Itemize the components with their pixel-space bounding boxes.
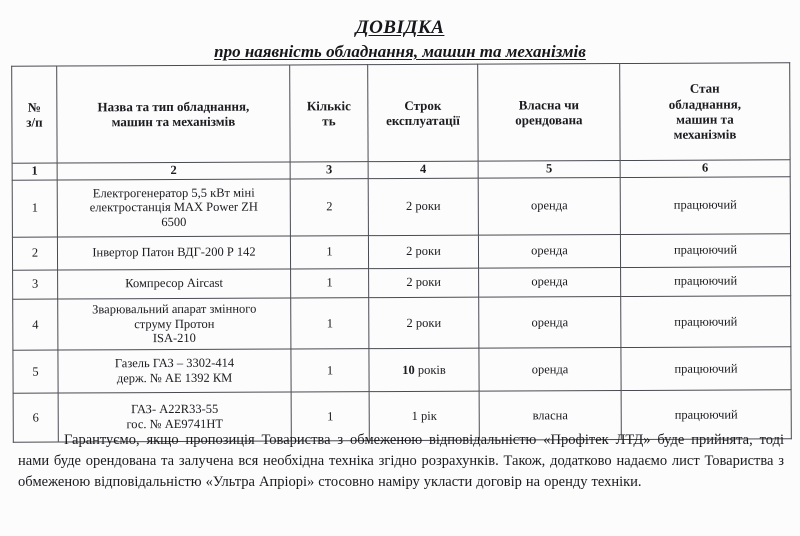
cell-state: працюючий	[621, 267, 791, 297]
name-line: ISA-210	[152, 331, 196, 346]
name-line: електростанція MAX Power ZH	[89, 199, 258, 215]
cell-ownership: оренда	[479, 296, 621, 348]
equipment-table	[11, 62, 792, 442]
table-row	[12, 234, 790, 270]
cell-term	[369, 348, 479, 391]
name-line: гос. № АЕ9741НТ	[126, 416, 224, 432]
name-line: Інвертор Патон ВДГ-200 Р 142	[92, 245, 256, 260]
column-number: 3	[290, 162, 368, 179]
cell-state: працюючий	[621, 390, 791, 440]
header-line: Кількіс	[306, 97, 351, 114]
cell-state: працюючий	[621, 296, 791, 348]
cell-term: 2 роки	[369, 268, 479, 297]
header-cell-term	[368, 64, 478, 161]
cell-state: працюючий	[620, 234, 790, 268]
name-line: струму Протон	[134, 316, 215, 331]
title-block	[0, 0, 800, 62]
cell-row-number: 2	[12, 237, 57, 270]
header-line: №	[27, 99, 41, 115]
cell-ownership: оренда	[479, 348, 621, 392]
cell-state: працюючий	[620, 177, 790, 235]
table-row	[12, 177, 790, 237]
closing-paragraph: Гарантуємо, якщо пропозиція Товариства з обмеженою відповідальністю «Профітек ЛТД» буде прийнята, тоді нами буде орендована та залучена вся необхідна техніка згідно розрахунків. Також, додатково надаємо лист Товариства з обмеженою відповідальністю «Ультра Апріорі» стосовно наміру укласти договір на оренду техніки.	[18, 432, 784, 491]
name-line: 6500	[161, 215, 187, 230]
header-cell-quantity	[290, 65, 368, 162]
cell-equipment-name	[58, 269, 291, 299]
cell-quantity: 1	[291, 268, 369, 297]
header-line: машин та механізмів	[111, 113, 236, 130]
table-body	[12, 177, 791, 443]
cell-quantity: 1	[290, 235, 368, 268]
name-line: Електрогенератор 5,5 кВт міні	[92, 185, 255, 200]
column-number: 2	[57, 162, 290, 180]
cell-state: працюючий	[621, 347, 791, 391]
term-bold-part: 10	[402, 362, 415, 377]
cell-quantity: 2	[290, 178, 368, 235]
header-line: Назва та тип обладнання,	[97, 98, 250, 114]
cell-row-number: 3	[13, 270, 58, 299]
cell-quantity: 1	[291, 349, 369, 392]
header-line: Строк	[404, 97, 442, 113]
table-row	[13, 347, 791, 393]
table-row	[13, 267, 791, 299]
name-line: Компресор Aircast	[125, 276, 224, 291]
header-line: Стан	[689, 80, 720, 97]
term-rest-part: років	[414, 362, 446, 377]
header-row	[12, 63, 790, 163]
page-title: ДОВІДКА	[355, 17, 445, 38]
name-line: ГАЗ- A22R33-55	[131, 402, 219, 417]
column-number: 4	[368, 161, 478, 178]
cell-row-number: 1	[12, 180, 57, 237]
name-line: Зварювальний апарат змінного	[92, 301, 257, 317]
cell-row-number: 5	[13, 350, 58, 393]
header-line: ть	[322, 113, 336, 129]
column-number: 5	[478, 161, 620, 178]
cell-quantity: 1	[291, 297, 369, 349]
cell-term: 2 роки	[368, 235, 478, 268]
cell-ownership: оренда	[478, 234, 620, 268]
cell-quantity: 1	[291, 392, 369, 441]
cell-equipment-name	[57, 179, 290, 237]
cell-equipment-name	[57, 236, 290, 270]
table-row	[13, 296, 791, 351]
header-line: Власна чи	[518, 96, 580, 113]
header-cell-ownership	[478, 64, 620, 162]
column-number: 6	[620, 160, 790, 177]
name-line: Газель ГАЗ – 3302-414	[114, 355, 235, 371]
header-line: машин та	[676, 111, 734, 127]
header-line: орендована	[515, 112, 583, 128]
header-line: механізмів	[673, 126, 737, 143]
cell-equipment-name	[58, 298, 291, 350]
name-line: держ. № АЕ 1392 КМ	[116, 370, 233, 386]
cell-ownership: власна	[479, 391, 621, 441]
cell-equipment-name	[58, 349, 291, 393]
header-line: обладнання,	[668, 96, 742, 112]
cell-term: 1 рік	[369, 391, 479, 440]
cell-ownership: оренда	[478, 177, 620, 235]
page-subtitle: про наявність обладнання, машин та механізмів	[214, 41, 586, 61]
cell-ownership: оренда	[479, 267, 621, 297]
cell-row-number: 4	[13, 299, 58, 350]
header-cell-number	[12, 66, 57, 163]
header-line: з/п	[26, 114, 43, 130]
header-cell-state	[620, 63, 790, 161]
page-title-wrap	[0, 18, 800, 39]
header-line: експлуатації	[386, 112, 460, 129]
table-header	[12, 63, 790, 180]
cell-term: 2 роки	[368, 178, 478, 235]
column-number: 1	[12, 163, 57, 180]
equipment-table-container	[11, 62, 791, 442]
cell-row-number: 6	[13, 393, 58, 442]
page-subtitle-wrap	[0, 39, 800, 62]
cell-term: 2 роки	[369, 297, 479, 349]
header-cell-name	[57, 65, 290, 163]
